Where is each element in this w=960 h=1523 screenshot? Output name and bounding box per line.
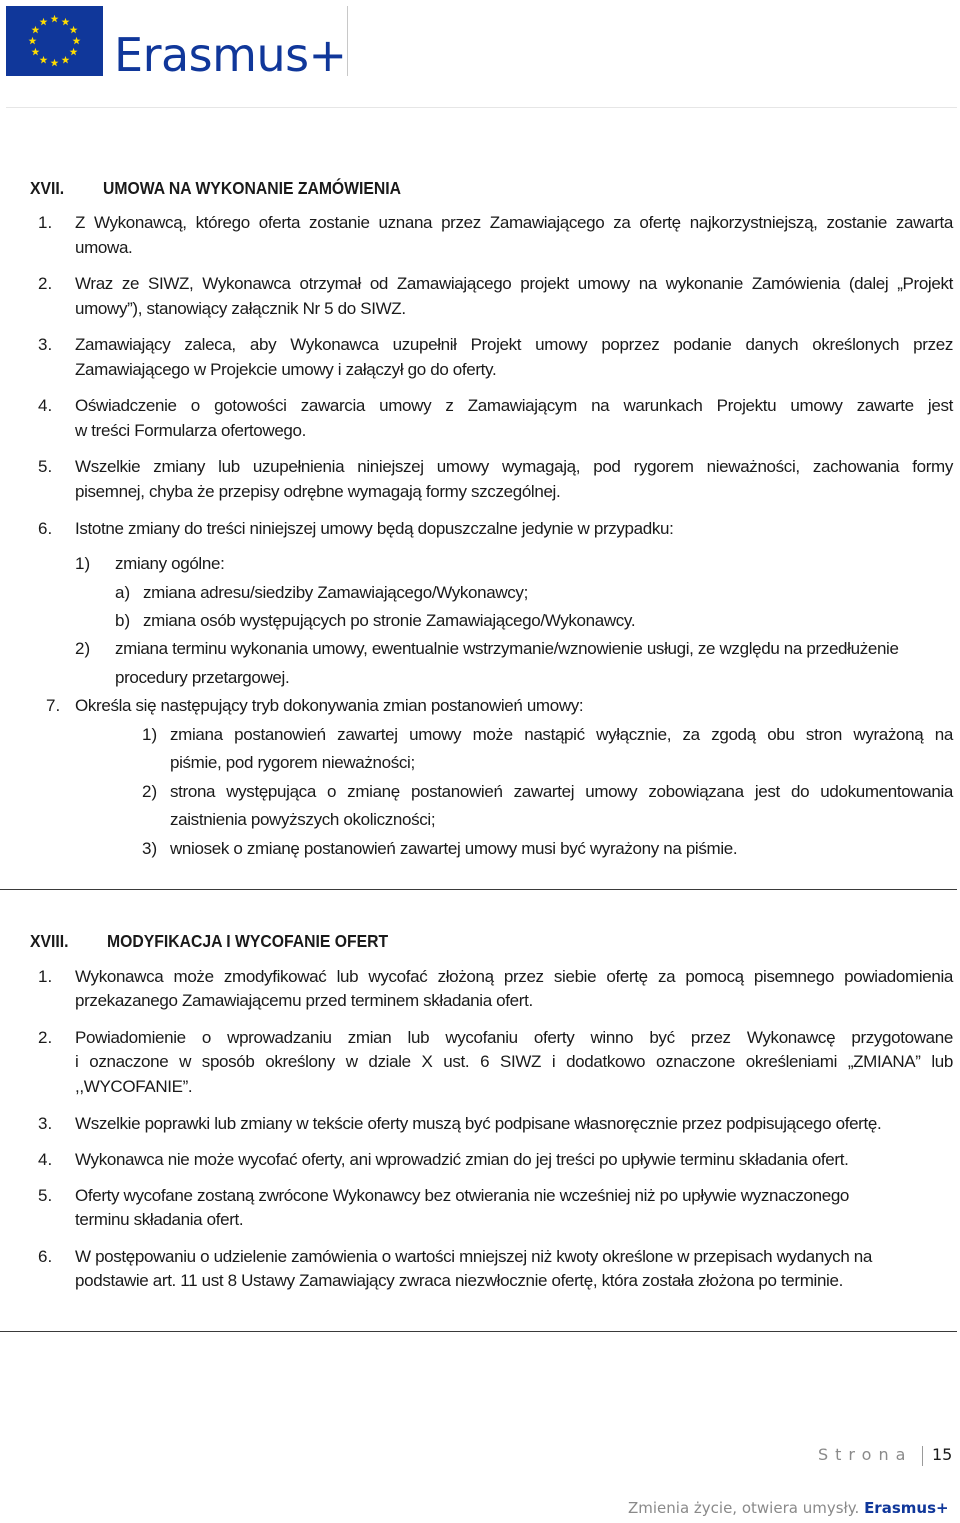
sub-number: 1): [142, 725, 158, 744]
item-number: 3.: [38, 335, 53, 354]
page-label: [818, 1445, 912, 1464]
item-text-line: Zamawiający zaleca, aby Wykonawca uzupełnił Projekt umowy poprzez podanie danych określonych przez: [75, 335, 953, 354]
sub-text: zmiany ogólne:: [115, 554, 225, 573]
eu-flag-logo: [6, 6, 103, 76]
item-number: 4.: [38, 1150, 53, 1169]
item-number: 2.: [38, 274, 53, 293]
item-text-line: Wszelkie zmiany lub uzupełnienia niniejszej umowy wymagają, pod rygorem nieważności, zachowania formy: [75, 457, 953, 476]
item-text-line: Wykonawca może zmodyfikować lub wycofać złożoną przez siebie ofertę za pomocą pisemnego powiadomienia: [75, 967, 953, 986]
sub-number: 3): [142, 839, 158, 858]
slogan-brand: Erasmus+: [864, 1499, 949, 1517]
item-text-line: W postępowaniu o udzielenie zamówienia o wartości mniejszej niż kwoty określone w przepisach wydanych na: [75, 1247, 873, 1266]
page-number-text: 15: [932, 1445, 953, 1464]
item-number: 6.: [38, 519, 53, 538]
item-text-line: umowa.: [75, 238, 133, 257]
sub-text-line: zmiana terminu wykonania umowy, ewentualnie wstrzymanie/wznowienie usługi, ze względu na przedłużenie: [115, 639, 899, 658]
item-text-line: ,,WYCOFANIE”.: [75, 1077, 193, 1096]
section-18-number: XVIII.: [30, 931, 69, 951]
item-text-line: i oznaczone w sposób określony w dziale X ust. 6 SIWZ i dodatkowo oznaczone określeniami „ZMIANA” lub: [75, 1052, 953, 1071]
item-text-line: podstawie art. 11 ust 8 Ustawy Zamawiający zwraca niezwłocznie ofertę, która została złożona po terminie.: [75, 1271, 843, 1290]
item-number: 5.: [38, 457, 53, 476]
section-divider: [0, 889, 957, 890]
slogan-text: Zmienia życie, otwiera umysły.: [628, 1499, 860, 1517]
item-text-line: Z Wykonawcą, którego oferta zostanie uznana przez Zamawiającego za ofertę najkorzystniejszą, zostanie zawarta: [75, 213, 953, 232]
sub-text-line: strona występująca o zmianę postanowień zawartej umowy zobowiązana jest do udokumentowania: [170, 782, 953, 801]
sub-letter: a): [115, 583, 131, 602]
eu-stars-icon: [6, 6, 103, 76]
header-rule: [6, 107, 957, 108]
page-number: [932, 1445, 952, 1464]
sub-number: 2): [142, 782, 158, 801]
footer-slogan: [628, 1499, 949, 1517]
sub-text-line: zmiana postanowień zawartej umowy może nastąpić wyłącznie, za zgodą obu stron wyrażoną na: [170, 725, 953, 744]
sub-text: zmiana adresu/siedziby Zamawiającego/Wykonawcy;: [143, 583, 528, 602]
item-text-line: Powiadomienie o wprowadzaniu zmian lub wycofaniu oferty winno być przez Wykonawcę przygotowane: [75, 1028, 953, 1047]
erasmus-logo-text: Erasmus+: [114, 28, 347, 82]
item-text-line: w treści Formularza ofertowego.: [75, 421, 307, 440]
sub-letter: b): [115, 611, 131, 630]
page-label-text: Strona: [818, 1445, 913, 1464]
item-number: 6.: [38, 1247, 53, 1266]
item-number: 2.: [38, 1028, 53, 1047]
item-number: 5.: [38, 1186, 53, 1205]
item-text-line: pisemnej, chyba że przepisy odrębne wymagają formy szczególnej.: [75, 482, 561, 501]
section-18-title: MODYFIKACJA I WYCOFANIE OFERT: [107, 931, 389, 951]
item-text-line: Oświadczenie o gotowości zawarcia umowy z Zamawiającym na warunkach Projektu umowy zawarte jest: [75, 396, 953, 415]
item-text-line: Wszelkie poprawki lub zmiany w tekście oferty muszą być podpisane własnoręcznie przez podpisującego ofertę.: [75, 1114, 882, 1133]
sub-text-line: procedury przetargowej.: [115, 668, 290, 687]
item-text: Określa się następujący tryb dokonywania zmian postanowień umowy:: [75, 696, 584, 715]
item-text-line: Zamawiającego w Projekcie umowy i załączył go do oferty.: [75, 360, 497, 379]
item-number: 4.: [38, 396, 53, 415]
item-text-line: umowy”), stanowiący załącznik Nr 5 do SIWZ.: [75, 299, 406, 318]
item-number: 1.: [38, 213, 53, 232]
section-17-number: XVII.: [30, 178, 65, 198]
sub-number: 1): [75, 554, 91, 573]
item-text-line: Wraz ze SIWZ, Wykonawca otrzymał od Zamawiającego projekt umowy na wykonanie Zamówienia (dalej „Projekt: [75, 274, 953, 293]
footer-separator: [922, 1446, 923, 1466]
item-text-line: Oferty wycofane zostaną zwrócone Wykonawcy bez otwierania nie wcześniej niż po upływie wyznaczonego: [75, 1186, 850, 1205]
item-text-line: Wykonawca nie może wycofać oferty, ani wprowadzić zmian do jej treści po upływie terminu składania ofert.: [75, 1150, 849, 1169]
item-number: 7.: [46, 696, 61, 715]
item-text-line: terminu składania ofert.: [75, 1210, 244, 1229]
section-divider: [0, 1331, 957, 1332]
sub-number: 2): [75, 639, 91, 658]
item-text-line: Istotne zmiany do treści niniejszej umowy będą dopuszczalne jedynie w przypadku:: [75, 519, 674, 538]
sub-text-line: wniosek o zmianę postanowień zawartej umowy musi być wyrażony na piśmie.: [170, 839, 738, 858]
logo-divider: [347, 6, 348, 76]
sub-text-line: piśmie, pod rygorem nieważności;: [170, 753, 415, 772]
item-number: 3.: [38, 1114, 53, 1133]
sub-text-line: zaistnienia powyższych okoliczności;: [170, 810, 436, 829]
item-text-line: przekazanego Zamawiającemu przed terminem składania ofert.: [75, 991, 533, 1010]
sub-text: zmiana osób występujących po stronie Zamawiającego/Wykonawcy.: [143, 611, 636, 630]
section-17-title: UMOWA NA WYKONANIE ZAMÓWIENIA: [103, 178, 402, 198]
item-number: 1.: [38, 967, 53, 986]
